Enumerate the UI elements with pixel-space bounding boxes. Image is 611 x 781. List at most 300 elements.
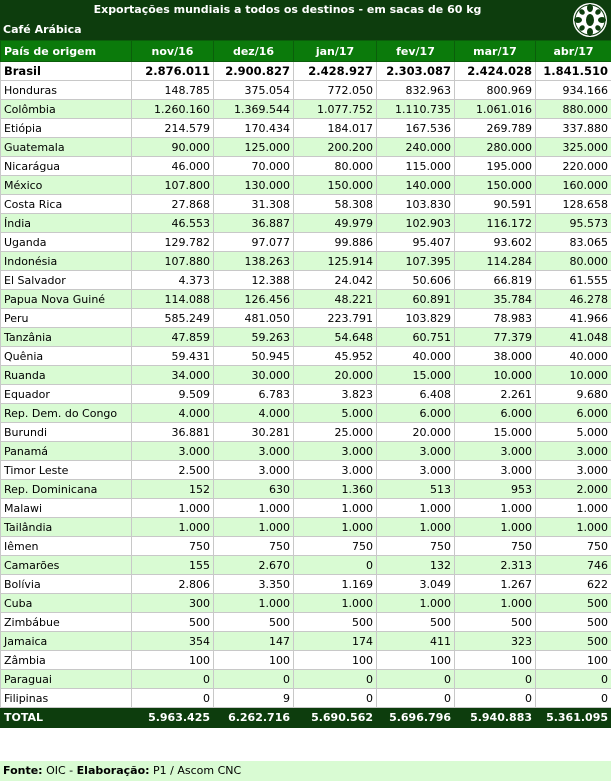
value-cell: 1.267 bbox=[455, 575, 536, 594]
country-cell: Rep. Dem. do Congo bbox=[1, 404, 132, 423]
value-cell: 129.782 bbox=[132, 233, 214, 252]
value-cell: 30.000 bbox=[214, 366, 294, 385]
value-cell: 0 bbox=[455, 689, 536, 708]
value-cell: 6.783 bbox=[214, 385, 294, 404]
value-cell: 585.249 bbox=[132, 309, 214, 328]
country-cell: Guatemala bbox=[1, 138, 132, 157]
value-cell: 3.823 bbox=[294, 385, 377, 404]
value-cell: 3.000 bbox=[377, 461, 455, 480]
header-month: abr/17 bbox=[536, 41, 611, 62]
value-cell: 750 bbox=[132, 537, 214, 556]
value-cell: 90.591 bbox=[455, 195, 536, 214]
value-cell: 128.658 bbox=[536, 195, 611, 214]
value-cell: 9.509 bbox=[132, 385, 214, 404]
value-cell: 9.680 bbox=[536, 385, 611, 404]
value-cell: 2.876.011 bbox=[132, 62, 214, 81]
value-cell: 500 bbox=[294, 613, 377, 632]
value-cell: 0 bbox=[294, 689, 377, 708]
value-cell: 481.050 bbox=[214, 309, 294, 328]
value-cell: 3.000 bbox=[294, 442, 377, 461]
total-value-cell: 5.963.425 bbox=[132, 708, 214, 728]
country-cell: Ruanda bbox=[1, 366, 132, 385]
value-cell: 0 bbox=[455, 670, 536, 689]
value-cell: 40.000 bbox=[536, 347, 611, 366]
value-cell: 155 bbox=[132, 556, 214, 575]
country-cell: Equador bbox=[1, 385, 132, 404]
table-row bbox=[1, 385, 611, 404]
value-cell: 1.000 bbox=[377, 518, 455, 537]
table-row bbox=[1, 461, 611, 480]
value-cell: 354 bbox=[132, 632, 214, 651]
table-row bbox=[1, 252, 611, 271]
value-cell: 1.000 bbox=[455, 499, 536, 518]
value-cell: 46.278 bbox=[536, 290, 611, 309]
table-row bbox=[1, 214, 611, 233]
table-row bbox=[1, 404, 611, 423]
value-cell: 2.261 bbox=[455, 385, 536, 404]
country-cell: Burundi bbox=[1, 423, 132, 442]
header-month: fev/17 bbox=[377, 41, 455, 62]
section-bar bbox=[0, 20, 611, 40]
table-row bbox=[1, 366, 611, 385]
country-cell: Indonésia bbox=[1, 252, 132, 271]
value-cell: 1.000 bbox=[377, 594, 455, 613]
country-cell: Papua Nova Guiné bbox=[1, 290, 132, 309]
value-cell: 0 bbox=[377, 670, 455, 689]
value-cell: 832.963 bbox=[377, 81, 455, 100]
value-cell: 0 bbox=[294, 556, 377, 575]
table-title: Exportações mundiais a todos os destinos - em sacas de 60 kg bbox=[93, 3, 482, 16]
value-cell: 3.000 bbox=[214, 461, 294, 480]
value-cell: 3.000 bbox=[132, 442, 214, 461]
value-cell: 60.751 bbox=[377, 328, 455, 347]
value-cell: 6.000 bbox=[536, 404, 611, 423]
table-row bbox=[1, 271, 611, 290]
value-cell: 750 bbox=[455, 537, 536, 556]
value-cell: 60.891 bbox=[377, 290, 455, 309]
value-cell: 269.789 bbox=[455, 119, 536, 138]
value-cell: 103.829 bbox=[377, 309, 455, 328]
value-cell: 46.000 bbox=[132, 157, 214, 176]
table-row bbox=[1, 157, 611, 176]
country-cell: Rep. Dominicana bbox=[1, 480, 132, 499]
value-cell: 1.360 bbox=[294, 480, 377, 499]
value-cell: 100 bbox=[132, 651, 214, 670]
header-month: mar/17 bbox=[455, 41, 536, 62]
value-cell: 375.054 bbox=[214, 81, 294, 100]
table-row bbox=[1, 81, 611, 100]
value-cell: 125.000 bbox=[214, 138, 294, 157]
value-cell: 1.061.016 bbox=[455, 100, 536, 119]
country-cell: Etiópia bbox=[1, 119, 132, 138]
value-cell: 934.166 bbox=[536, 81, 611, 100]
table-row bbox=[1, 689, 611, 708]
header-country: País de origem bbox=[1, 41, 132, 62]
value-cell: 80.000 bbox=[536, 252, 611, 271]
value-cell: 1.000 bbox=[536, 518, 611, 537]
country-cell: Iêmen bbox=[1, 537, 132, 556]
country-cell: Índia bbox=[1, 214, 132, 233]
value-cell: 77.379 bbox=[455, 328, 536, 347]
value-cell: 95.407 bbox=[377, 233, 455, 252]
value-cell: 300 bbox=[132, 594, 214, 613]
value-cell: 10.000 bbox=[536, 366, 611, 385]
value-cell: 12.388 bbox=[214, 271, 294, 290]
value-cell: 223.791 bbox=[294, 309, 377, 328]
table-row bbox=[1, 442, 611, 461]
value-cell: 174 bbox=[294, 632, 377, 651]
source-label: Fonte: bbox=[3, 764, 43, 777]
table-row bbox=[1, 195, 611, 214]
value-cell: 1.369.544 bbox=[214, 100, 294, 119]
value-cell: 1.841.510 bbox=[536, 62, 611, 81]
value-cell: 15.000 bbox=[455, 423, 536, 442]
country-cell: Tailândia bbox=[1, 518, 132, 537]
coffee-bean-emblem-icon bbox=[571, 1, 609, 39]
country-cell: Tanzânia bbox=[1, 328, 132, 347]
country-cell: Camarões bbox=[1, 556, 132, 575]
value-cell: 3.000 bbox=[377, 442, 455, 461]
value-cell: 107.395 bbox=[377, 252, 455, 271]
value-cell: 59.431 bbox=[132, 347, 214, 366]
value-cell: 27.868 bbox=[132, 195, 214, 214]
table-row bbox=[1, 518, 611, 537]
value-cell: 150.000 bbox=[455, 176, 536, 195]
value-cell: 6.408 bbox=[377, 385, 455, 404]
value-cell: 130.000 bbox=[214, 176, 294, 195]
value-cell: 45.952 bbox=[294, 347, 377, 366]
value-cell: 140.000 bbox=[377, 176, 455, 195]
value-cell: 100 bbox=[294, 651, 377, 670]
value-cell: 36.881 bbox=[132, 423, 214, 442]
author-label: Elaboração: bbox=[76, 764, 150, 777]
value-cell: 800.969 bbox=[455, 81, 536, 100]
country-cell: Zâmbia bbox=[1, 651, 132, 670]
country-cell: Malawi bbox=[1, 499, 132, 518]
value-cell: 40.000 bbox=[377, 347, 455, 366]
country-cell: Brasil bbox=[1, 62, 132, 81]
value-cell: 214.579 bbox=[132, 119, 214, 138]
value-cell: 0 bbox=[536, 670, 611, 689]
value-cell: 1.000 bbox=[377, 499, 455, 518]
value-cell: 15.000 bbox=[377, 366, 455, 385]
value-cell: 5.000 bbox=[536, 423, 611, 442]
table-row bbox=[1, 613, 611, 632]
value-cell: 750 bbox=[536, 537, 611, 556]
value-cell: 152 bbox=[132, 480, 214, 499]
value-cell: 500 bbox=[536, 632, 611, 651]
value-cell: 220.000 bbox=[536, 157, 611, 176]
value-cell: 125.914 bbox=[294, 252, 377, 271]
total-value-cell: 5.696.796 bbox=[377, 708, 455, 728]
value-cell: 116.172 bbox=[455, 214, 536, 233]
header-month: jan/17 bbox=[294, 41, 377, 62]
country-cell: Filipinas bbox=[1, 689, 132, 708]
value-cell: 622 bbox=[536, 575, 611, 594]
total-value-cell: 5.940.883 bbox=[455, 708, 536, 728]
value-cell: 38.000 bbox=[455, 347, 536, 366]
total-value-cell: 5.690.562 bbox=[294, 708, 377, 728]
value-cell: 66.819 bbox=[455, 271, 536, 290]
value-cell: 54.648 bbox=[294, 328, 377, 347]
value-cell: 337.880 bbox=[536, 119, 611, 138]
value-cell: 80.000 bbox=[294, 157, 377, 176]
value-cell: 500 bbox=[536, 613, 611, 632]
value-cell: 49.979 bbox=[294, 214, 377, 233]
value-cell: 0 bbox=[132, 689, 214, 708]
source-value: OIC bbox=[46, 764, 66, 777]
value-cell: 0 bbox=[377, 689, 455, 708]
value-cell: 2.424.028 bbox=[455, 62, 536, 81]
value-cell: 2.500 bbox=[132, 461, 214, 480]
value-cell: 750 bbox=[377, 537, 455, 556]
value-cell: 150.000 bbox=[294, 176, 377, 195]
value-cell: 50.945 bbox=[214, 347, 294, 366]
value-cell: 2.313 bbox=[455, 556, 536, 575]
value-cell: 6.000 bbox=[377, 404, 455, 423]
country-cell: Uganda bbox=[1, 233, 132, 252]
value-cell: 0 bbox=[214, 670, 294, 689]
value-cell: 97.077 bbox=[214, 233, 294, 252]
value-cell: 20.000 bbox=[377, 423, 455, 442]
country-cell: El Salvador bbox=[1, 271, 132, 290]
value-cell: 24.042 bbox=[294, 271, 377, 290]
value-cell: 500 bbox=[132, 613, 214, 632]
country-cell: Bolívia bbox=[1, 575, 132, 594]
value-cell: 3.000 bbox=[214, 442, 294, 461]
country-cell: Timor Leste bbox=[1, 461, 132, 480]
value-cell: 1.000 bbox=[132, 499, 214, 518]
value-cell: 20.000 bbox=[294, 366, 377, 385]
section-title: Café Arábica bbox=[3, 23, 82, 36]
value-cell: 1.000 bbox=[294, 518, 377, 537]
value-cell: 0 bbox=[132, 670, 214, 689]
value-cell: 115.000 bbox=[377, 157, 455, 176]
value-cell: 41.966 bbox=[536, 309, 611, 328]
value-cell: 1.260.160 bbox=[132, 100, 214, 119]
value-cell: 195.000 bbox=[455, 157, 536, 176]
country-cell: Panamá bbox=[1, 442, 132, 461]
value-cell: 2.670 bbox=[214, 556, 294, 575]
value-cell: 1.000 bbox=[455, 518, 536, 537]
author-value: P1 / Ascom CNC bbox=[153, 764, 242, 777]
value-cell: 630 bbox=[214, 480, 294, 499]
table-row bbox=[1, 290, 611, 309]
value-cell: 107.800 bbox=[132, 176, 214, 195]
value-cell: 10.000 bbox=[455, 366, 536, 385]
value-cell: 31.308 bbox=[214, 195, 294, 214]
value-cell: 59.263 bbox=[214, 328, 294, 347]
value-cell: 500 bbox=[214, 613, 294, 632]
value-cell: 48.221 bbox=[294, 290, 377, 309]
value-cell: 25.000 bbox=[294, 423, 377, 442]
value-cell: 3.000 bbox=[536, 461, 611, 480]
value-cell: 750 bbox=[214, 537, 294, 556]
title-bar bbox=[0, 0, 611, 20]
country-cell: Honduras bbox=[1, 81, 132, 100]
value-cell: 58.308 bbox=[294, 195, 377, 214]
value-cell: 34.000 bbox=[132, 366, 214, 385]
table-row bbox=[1, 119, 611, 138]
value-cell: 3.350 bbox=[214, 575, 294, 594]
table-row bbox=[1, 651, 611, 670]
header-month: dez/16 bbox=[214, 41, 294, 62]
value-cell: 750 bbox=[294, 537, 377, 556]
country-cell: Peru bbox=[1, 309, 132, 328]
table-row bbox=[1, 100, 611, 119]
value-cell: 184.017 bbox=[294, 119, 377, 138]
value-cell: 90.000 bbox=[132, 138, 214, 157]
footer-separator: - bbox=[69, 764, 74, 777]
value-cell: 93.602 bbox=[455, 233, 536, 252]
value-cell: 167.536 bbox=[377, 119, 455, 138]
header-month: nov/16 bbox=[132, 41, 214, 62]
value-cell: 323 bbox=[455, 632, 536, 651]
value-cell: 6.000 bbox=[455, 404, 536, 423]
country-cell: Jamaica bbox=[1, 632, 132, 651]
value-cell: 411 bbox=[377, 632, 455, 651]
table-row bbox=[1, 594, 611, 613]
value-cell: 2.303.087 bbox=[377, 62, 455, 81]
value-cell: 3.000 bbox=[455, 461, 536, 480]
value-cell: 1.000 bbox=[214, 499, 294, 518]
value-cell: 78.983 bbox=[455, 309, 536, 328]
table-row bbox=[1, 176, 611, 195]
value-cell: 70.000 bbox=[214, 157, 294, 176]
value-cell: 1.169 bbox=[294, 575, 377, 594]
value-cell: 2.000 bbox=[536, 480, 611, 499]
country-cell: Zimbábue bbox=[1, 613, 132, 632]
value-cell: 36.887 bbox=[214, 214, 294, 233]
table-row bbox=[1, 499, 611, 518]
table-row bbox=[1, 138, 611, 157]
value-cell: 4.373 bbox=[132, 271, 214, 290]
value-cell: 1.000 bbox=[214, 518, 294, 537]
table-row bbox=[1, 632, 611, 651]
value-cell: 953 bbox=[455, 480, 536, 499]
value-cell: 103.830 bbox=[377, 195, 455, 214]
export-data-table bbox=[0, 40, 611, 728]
total-label: TOTAL bbox=[1, 708, 132, 728]
total-row bbox=[1, 708, 611, 728]
value-cell: 1.000 bbox=[214, 594, 294, 613]
value-cell: 280.000 bbox=[455, 138, 536, 157]
value-cell: 4.000 bbox=[132, 404, 214, 423]
country-cell: México bbox=[1, 176, 132, 195]
value-cell: 148.785 bbox=[132, 81, 214, 100]
country-cell: Cuba bbox=[1, 594, 132, 613]
value-cell: 3.049 bbox=[377, 575, 455, 594]
table-row bbox=[1, 328, 611, 347]
total-value-cell: 6.262.716 bbox=[214, 708, 294, 728]
value-cell: 2.428.927 bbox=[294, 62, 377, 81]
table-row bbox=[1, 423, 611, 442]
value-cell: 30.281 bbox=[214, 423, 294, 442]
value-cell: 500 bbox=[536, 594, 611, 613]
value-cell: 132 bbox=[377, 556, 455, 575]
value-cell: 1.000 bbox=[132, 518, 214, 537]
value-cell: 1.000 bbox=[455, 594, 536, 613]
table-row bbox=[1, 480, 611, 499]
value-cell: 2.806 bbox=[132, 575, 214, 594]
country-cell: Costa Rica bbox=[1, 195, 132, 214]
value-cell: 100 bbox=[377, 651, 455, 670]
value-cell: 114.284 bbox=[455, 252, 536, 271]
value-cell: 95.573 bbox=[536, 214, 611, 233]
value-cell: 46.553 bbox=[132, 214, 214, 233]
value-cell: 114.088 bbox=[132, 290, 214, 309]
value-cell: 3.000 bbox=[455, 442, 536, 461]
table-row bbox=[1, 556, 611, 575]
value-cell: 0 bbox=[294, 670, 377, 689]
value-cell: 41.048 bbox=[536, 328, 611, 347]
value-cell: 1.077.752 bbox=[294, 100, 377, 119]
value-cell: 0 bbox=[536, 689, 611, 708]
country-cell: Nicarágua bbox=[1, 157, 132, 176]
value-cell: 746 bbox=[536, 556, 611, 575]
value-cell: 2.900.827 bbox=[214, 62, 294, 81]
value-cell: 50.606 bbox=[377, 271, 455, 290]
value-cell: 3.000 bbox=[294, 461, 377, 480]
value-cell: 200.200 bbox=[294, 138, 377, 157]
value-cell: 1.000 bbox=[536, 499, 611, 518]
value-cell: 880.000 bbox=[536, 100, 611, 119]
value-cell: 5.000 bbox=[294, 404, 377, 423]
value-cell: 9 bbox=[214, 689, 294, 708]
table-body bbox=[1, 62, 611, 708]
country-cell: Colômbia bbox=[1, 100, 132, 119]
value-cell: 160.000 bbox=[536, 176, 611, 195]
table-row bbox=[1, 309, 611, 328]
value-cell: 1.000 bbox=[294, 594, 377, 613]
total-value-cell: 5.361.095 bbox=[536, 708, 611, 728]
table-row bbox=[1, 537, 611, 556]
value-cell: 147 bbox=[214, 632, 294, 651]
value-cell: 126.456 bbox=[214, 290, 294, 309]
value-cell: 325.000 bbox=[536, 138, 611, 157]
value-cell: 107.880 bbox=[132, 252, 214, 271]
value-cell: 500 bbox=[377, 613, 455, 632]
source-footer bbox=[0, 761, 611, 781]
table-row bbox=[1, 62, 611, 81]
value-cell: 100 bbox=[214, 651, 294, 670]
value-cell: 4.000 bbox=[214, 404, 294, 423]
value-cell: 100 bbox=[455, 651, 536, 670]
value-cell: 99.886 bbox=[294, 233, 377, 252]
value-cell: 61.555 bbox=[536, 271, 611, 290]
value-cell: 513 bbox=[377, 480, 455, 499]
value-cell: 1.110.735 bbox=[377, 100, 455, 119]
value-cell: 102.903 bbox=[377, 214, 455, 233]
value-cell: 35.784 bbox=[455, 290, 536, 309]
table-row bbox=[1, 347, 611, 366]
value-cell: 500 bbox=[455, 613, 536, 632]
value-cell: 47.859 bbox=[132, 328, 214, 347]
table-row bbox=[1, 233, 611, 252]
value-cell: 100 bbox=[536, 651, 611, 670]
value-cell: 83.065 bbox=[536, 233, 611, 252]
value-cell: 170.434 bbox=[214, 119, 294, 138]
value-cell: 772.050 bbox=[294, 81, 377, 100]
value-cell: 3.000 bbox=[536, 442, 611, 461]
country-cell: Paraguai bbox=[1, 670, 132, 689]
value-cell: 1.000 bbox=[294, 499, 377, 518]
table-row bbox=[1, 670, 611, 689]
value-cell: 240.000 bbox=[377, 138, 455, 157]
table-row bbox=[1, 575, 611, 594]
country-cell: Quênia bbox=[1, 347, 132, 366]
column-header-row bbox=[1, 41, 611, 62]
